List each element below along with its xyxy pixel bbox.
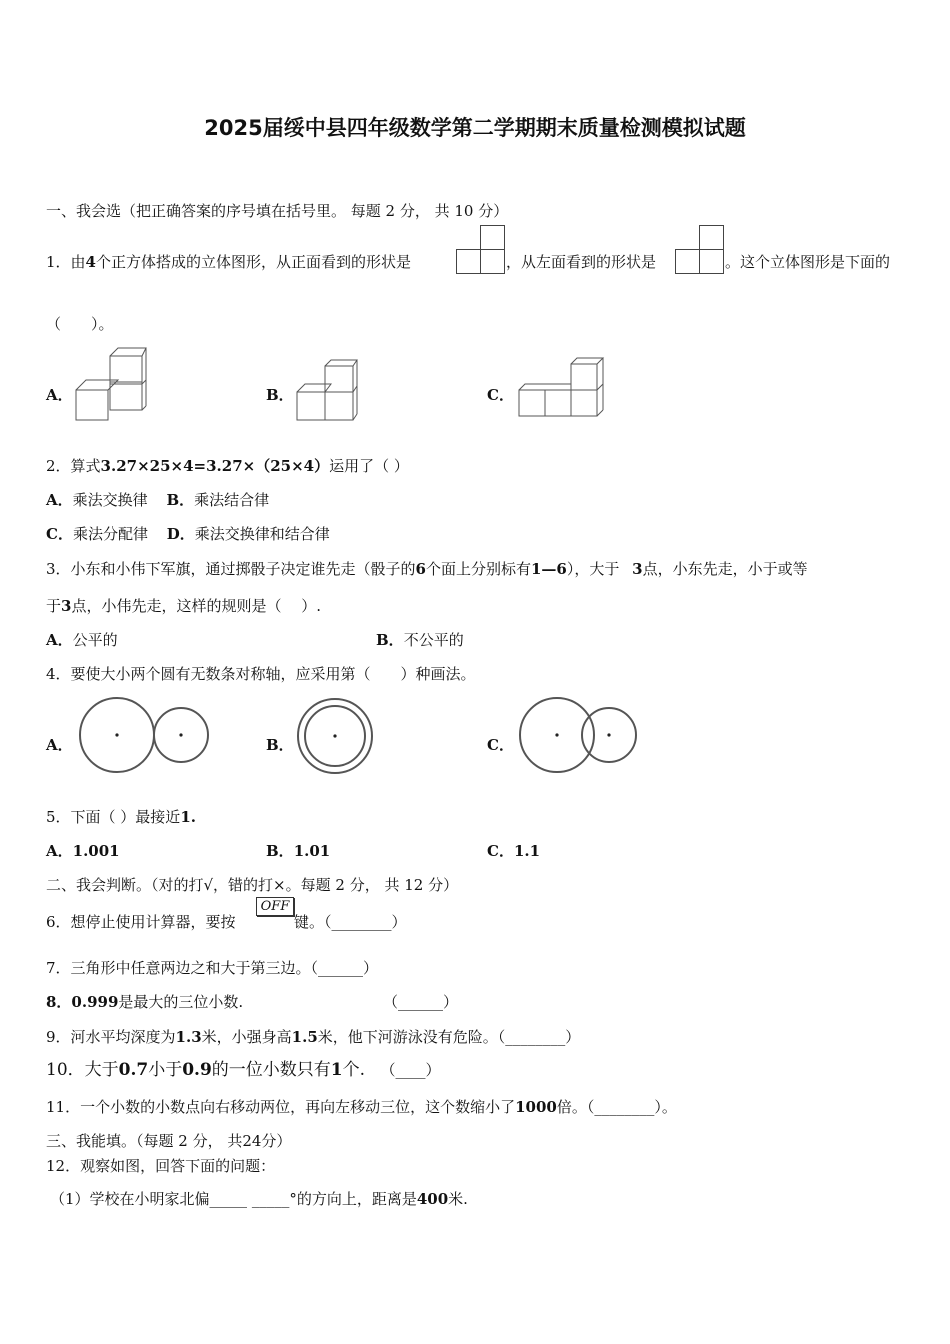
q10-text-c: 的一位小数只有 [211,1060,331,1080]
q5-option-a [46,841,120,861]
q9-text-a: 9．河水平均深度为 [46,1028,176,1046]
question-6-text: 6．想停止使用计算器，要按 [46,913,236,931]
off-key-icon: OFF [256,897,294,916]
q4-option-a-label: A． [46,736,73,754]
q3-range: 1—6 [531,560,567,578]
q2-option-d-label: D． [166,525,195,543]
q10-text-d: 个. [342,1060,366,1080]
q5-option-b-value: 1.01 [293,842,331,860]
q11-text-a: 11．一个小数的小数点向右移动两位，再向左移动三位，这个数缩小了 [46,1098,516,1116]
question-12: 12．观察如图，回答下面的问题： [46,1157,276,1175]
question-6-blank: 键。（________） [294,913,407,931]
q12-sub1-d: 米. [448,1190,468,1208]
q9-depth: 1.3 [175,1028,202,1046]
question-9 [46,1027,580,1047]
q12-distance: 400 [416,1190,449,1208]
q1-text-c: ，从左面看到的形状是 [506,253,657,271]
q1-text-b: 个正方体搭成的立体图形，从正面看到的形状是 [95,253,411,271]
q2-option-a: 乘法交换律 [72,491,148,509]
q1-text-a: 1．由 [46,253,86,271]
q2-option-c-label: C． [46,525,73,543]
q3-line2-a: 于 [46,597,62,615]
q2-prefix: 2．算式 [46,457,101,475]
q3-num-3: 3 [632,560,643,578]
q2-expression: 3.27×25×4=3.27×（25×4） [100,457,330,475]
q1-line2: （ ）。 [46,315,114,333]
q2-suffix: 运用了（ ） [329,457,409,475]
q5-option-c [487,841,540,861]
q3-num-6: 6 [415,560,426,578]
q1-option-c-cubes [517,356,609,422]
q1-option-a-cubes [74,346,150,422]
q9-height: 1.5 [291,1028,318,1046]
question-12-sub-1 [50,1189,468,1209]
question-8 [46,992,243,1012]
q3-text-g: 点，小东先走，小于或等 [642,560,808,578]
q5-option-b-label: B． [266,842,294,860]
q12-sub1-a: （1）学校在小明家北偏 [50,1190,210,1208]
q5-option-a-label: A． [46,842,73,860]
q8-blank: （______） [383,993,459,1011]
q5-option-a-value: 1.001 [72,842,120,860]
q4-option-c-circles [518,696,640,776]
q3-option-b [376,630,464,650]
q10-blank: （____） [380,1061,441,1079]
q3-text-a: 3．小东和小伟下军旗，通过掷骰子决定谁先走（骰子的 [46,560,416,578]
page-title: 2025届绥中县四年级数学第二学期期末质量检测模拟试题 [204,116,746,140]
section-3-heading: 三、我能填。（每题 2 分， 共24分） [46,1132,292,1150]
q9-text-b: 米，小强身高 [201,1028,292,1046]
q5-option-b [266,841,330,861]
question-10 [46,1060,440,1080]
q3-option-a-label: A． [46,631,73,649]
question-7: 7．三角形中任意两边之和大于第三边。（______） [46,959,379,977]
q2-options-row1 [46,490,269,510]
q1-option-c-label: C． [487,386,514,404]
q4-option-b-label: B． [266,736,294,754]
q2-option-b: 乘法结合律 [194,491,270,509]
section-2-heading: 二、我会判断。（对的打√，错的打×。每题 2 分， 共 12 分） [46,876,459,894]
question-3-line1 [46,559,808,579]
q3-line2-c: 点，小伟先走，这样的规则是（ ）. [71,597,321,615]
q11-factor: 1000 [515,1098,557,1116]
q10-text-b: 小于 [148,1060,183,1080]
q3-text-c: 个面上分别标有 [425,560,531,578]
q5-option-c-value: 1.1 [513,842,541,860]
q8-text: 是最大的三位小数. [118,993,244,1011]
q10-text-a: 10．大于 [46,1060,119,1080]
q1-num: 4 [85,253,96,271]
question-5 [46,807,196,827]
q3-option-a-text: 公平的 [72,631,118,649]
q5-option-c-label: C． [487,842,514,860]
question-11 [46,1097,677,1117]
q9-text-c: 米，他下河游泳没有危险。（________） [317,1028,581,1046]
q8-num: 8．0.999 [46,993,119,1011]
q10-high: 0.9 [182,1060,212,1080]
q2-option-a-label: A． [46,491,73,509]
q2-option-b-label: B． [166,491,195,509]
question-4: 4．要使大小两个圆有无数条对称轴，应采用第（ ）种画法。 [46,665,476,683]
q12-sub1-blank: _____ _____°的方向上，距离是 [209,1190,417,1208]
section-1-heading: 一、我会选（把正确答案的序号填在括号里。 每题 2 分， 共 10 分） [46,202,509,220]
q10-low: 0.7 [118,1060,149,1080]
q1-option-b-label: B． [266,386,294,404]
left-view-figure [675,225,725,275]
q5-text: 5．下面（ ）最接近 [46,808,181,826]
question-3-line2 [46,596,321,616]
q1-text-d: 。这个立体图形是下面的 [725,253,891,271]
q4-option-c-label: C． [487,736,514,754]
question-2 [46,456,409,476]
q3-option-a [46,630,118,650]
q3-option-b-label: B． [376,631,404,649]
q5-target: 1. [180,808,196,826]
q4-option-b-circles [296,697,376,777]
q2-options-row2 [46,524,330,544]
q11-text-b: 倍。（________）。 [556,1098,677,1116]
q4-option-a-circles [78,696,212,776]
q3-text-e: ），大于 [566,560,625,578]
q3-line2-num: 3 [61,597,72,615]
question-1-line1 [46,252,411,272]
q1-option-a-label: A． [46,386,73,404]
q10-count: 1 [330,1060,343,1080]
q1-option-b-cubes [295,358,361,424]
q3-option-b-text: 不公平的 [403,631,464,649]
q2-option-d: 乘法交换律和结合律 [194,525,330,543]
q2-option-c: 乘法分配律 [72,525,148,543]
front-view-figure [456,225,506,275]
